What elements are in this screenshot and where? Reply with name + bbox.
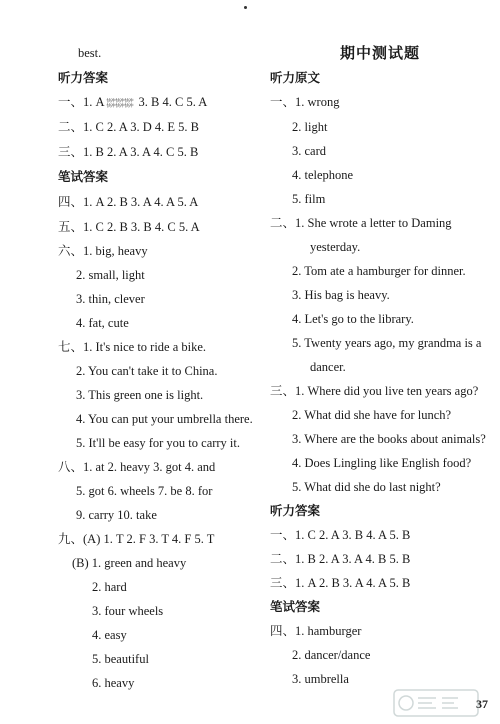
line-text: 9. carry 10. take bbox=[76, 508, 157, 522]
answer-line bbox=[292, 144, 326, 158]
line-text: 三、1. A 2. B 3. A 4. A 5. B bbox=[270, 576, 411, 590]
line-text: 一、1. C 2. A 3. B 4. A 5. B bbox=[270, 528, 411, 542]
answer-line bbox=[292, 312, 414, 326]
line-text: best. bbox=[78, 46, 102, 60]
line-text: 笔试答案 bbox=[270, 599, 321, 614]
line-text: 4. easy bbox=[92, 628, 127, 642]
line-text: 5. got 6. wheels 7. be 8. for bbox=[76, 484, 213, 498]
line-text: 二、1. C 2. A 3. D 4. E 5. B bbox=[58, 120, 199, 134]
line-text: 三、1. B 2. A 3. A 4. C 5. B bbox=[58, 145, 199, 159]
line-text: 二、1. B 2. A 3. A 4. B 5. B bbox=[270, 552, 411, 566]
answer-line bbox=[270, 528, 410, 542]
answer-line bbox=[58, 532, 214, 546]
answer-line bbox=[92, 676, 134, 690]
line-text: 3. Where are the books about animals? bbox=[292, 432, 486, 446]
line-text: 3. umbrella bbox=[292, 672, 349, 686]
answer-line bbox=[292, 480, 441, 494]
answer-line bbox=[76, 388, 203, 402]
line-text: 3. four wheels bbox=[92, 604, 164, 618]
line-text: 3. His bag is heavy. bbox=[292, 288, 390, 302]
answer-line bbox=[58, 120, 199, 134]
line-text: 一、1. A bbox=[58, 95, 105, 109]
line-text: 笔试答案 bbox=[58, 169, 109, 184]
answer-line bbox=[292, 648, 370, 662]
line-text: 2. You can't take it to China. bbox=[76, 364, 218, 378]
line-text: 4. Does Lingling like English food? bbox=[292, 456, 472, 470]
line-text: 四、1. hamburger bbox=[270, 624, 362, 638]
section-heading bbox=[270, 71, 320, 85]
line-text: 2. What did she have for lunch? bbox=[292, 408, 452, 422]
line-text: 二、1. She wrote a letter to Daming bbox=[270, 216, 452, 230]
line-text: 6. heavy bbox=[92, 676, 135, 690]
answer-line bbox=[58, 95, 207, 109]
page-number: 37 bbox=[476, 697, 488, 711]
line-text-continued: 3. B 4. C 5. A bbox=[138, 95, 208, 109]
section-heading bbox=[270, 600, 320, 614]
answer-line bbox=[292, 264, 466, 278]
line-text: 八、1. at 2. heavy 3. got 4. and bbox=[58, 460, 216, 474]
line-text: 5. It'll be easy for you to carry it. bbox=[76, 436, 241, 450]
line-text: 2. dancer/dance bbox=[292, 648, 371, 662]
line-text: 3. thin, clever bbox=[76, 292, 145, 306]
line-text: 期中测试题 bbox=[340, 44, 421, 62]
answer-line bbox=[270, 552, 410, 566]
watermark-logo-icon bbox=[392, 686, 480, 720]
line-text: 4. telephone bbox=[292, 168, 354, 182]
answer-line bbox=[76, 508, 157, 522]
line-text: 5. film bbox=[292, 192, 326, 206]
answer-line bbox=[92, 604, 163, 618]
line-text: 一、1. wrong bbox=[270, 95, 340, 109]
answer-line bbox=[58, 340, 206, 354]
answer-line bbox=[292, 672, 349, 686]
line-text: 听力原文 bbox=[270, 70, 321, 85]
answer-line bbox=[76, 484, 212, 498]
answer-line bbox=[92, 628, 127, 642]
answer-line bbox=[292, 288, 390, 302]
line-text: 3. card bbox=[292, 144, 327, 158]
line-text: 九、(A) 1. T 2. F 3. T 4. F 5. T bbox=[58, 532, 215, 546]
answer-line bbox=[58, 220, 200, 234]
answer-line bbox=[292, 192, 325, 206]
line-text: 四、1. A 2. B 3. A 4. A 5. A bbox=[58, 195, 199, 209]
answer-line bbox=[292, 336, 481, 350]
line-text: 五、1. C 2. B 3. B 4. C 5. A bbox=[58, 220, 200, 234]
answer-line bbox=[92, 580, 127, 594]
line-text: dancer. bbox=[310, 360, 346, 374]
answer-line bbox=[76, 436, 240, 450]
line-text: 2. hard bbox=[92, 580, 127, 594]
answer-line bbox=[292, 120, 327, 134]
answer-line bbox=[76, 364, 217, 378]
answer-line bbox=[76, 268, 145, 282]
answer-line bbox=[270, 624, 361, 638]
answer-line bbox=[76, 316, 129, 330]
answer-line bbox=[72, 556, 186, 570]
answer-line bbox=[270, 95, 339, 109]
line-text: 4. fat, cute bbox=[76, 316, 129, 330]
answer-line bbox=[76, 292, 145, 306]
answer-line bbox=[58, 195, 198, 209]
line-text: 2. small, light bbox=[76, 268, 145, 282]
answer-line bbox=[310, 240, 360, 254]
line-text: 5. beautiful bbox=[92, 652, 149, 666]
line-text: 4. Let's go to the library. bbox=[292, 312, 414, 326]
answer-line bbox=[78, 46, 101, 60]
line-text: 3. This green one is light. bbox=[76, 388, 204, 402]
section-heading bbox=[58, 170, 108, 184]
answer-line bbox=[292, 408, 451, 422]
line-text: 听力答案 bbox=[58, 70, 109, 85]
answer-line bbox=[270, 384, 478, 398]
dust-dot bbox=[244, 6, 247, 9]
line-text: 2. light bbox=[292, 120, 328, 134]
tiny-print-text: 快冲快冲快冲 快冲快冲快冲 bbox=[106, 98, 134, 109]
answer-line bbox=[292, 456, 471, 470]
line-text: 七、1. It's nice to ride a bike. bbox=[58, 340, 207, 354]
line-text: 5. Twenty years ago, my grandma is a bbox=[292, 336, 482, 350]
answer-line bbox=[292, 168, 353, 182]
line-text: yesterday. bbox=[310, 240, 361, 254]
answer-line bbox=[92, 652, 149, 666]
answer-line bbox=[58, 244, 148, 258]
section-heading bbox=[58, 71, 108, 85]
answer-line bbox=[58, 460, 215, 474]
line-text: 2. Tom ate a hamburger for dinner. bbox=[292, 264, 466, 278]
line-text: 5. What did she do last night? bbox=[292, 480, 441, 494]
page-title bbox=[340, 46, 420, 60]
answer-line bbox=[310, 360, 346, 374]
answer-line bbox=[270, 576, 410, 590]
line-text: 听力答案 bbox=[270, 503, 321, 518]
section-heading bbox=[270, 504, 320, 518]
answer-line bbox=[76, 412, 253, 426]
answer-line bbox=[270, 216, 452, 230]
answer-line bbox=[292, 432, 486, 446]
answer-line bbox=[58, 145, 198, 159]
line-text: 六、1. big, heavy bbox=[58, 244, 148, 258]
line-text: 三、1. Where did you live ten years ago? bbox=[270, 384, 479, 398]
line-text: 4. You can put your umbrella there. bbox=[76, 412, 253, 426]
line-text: (B) 1. green and heavy bbox=[72, 556, 187, 570]
